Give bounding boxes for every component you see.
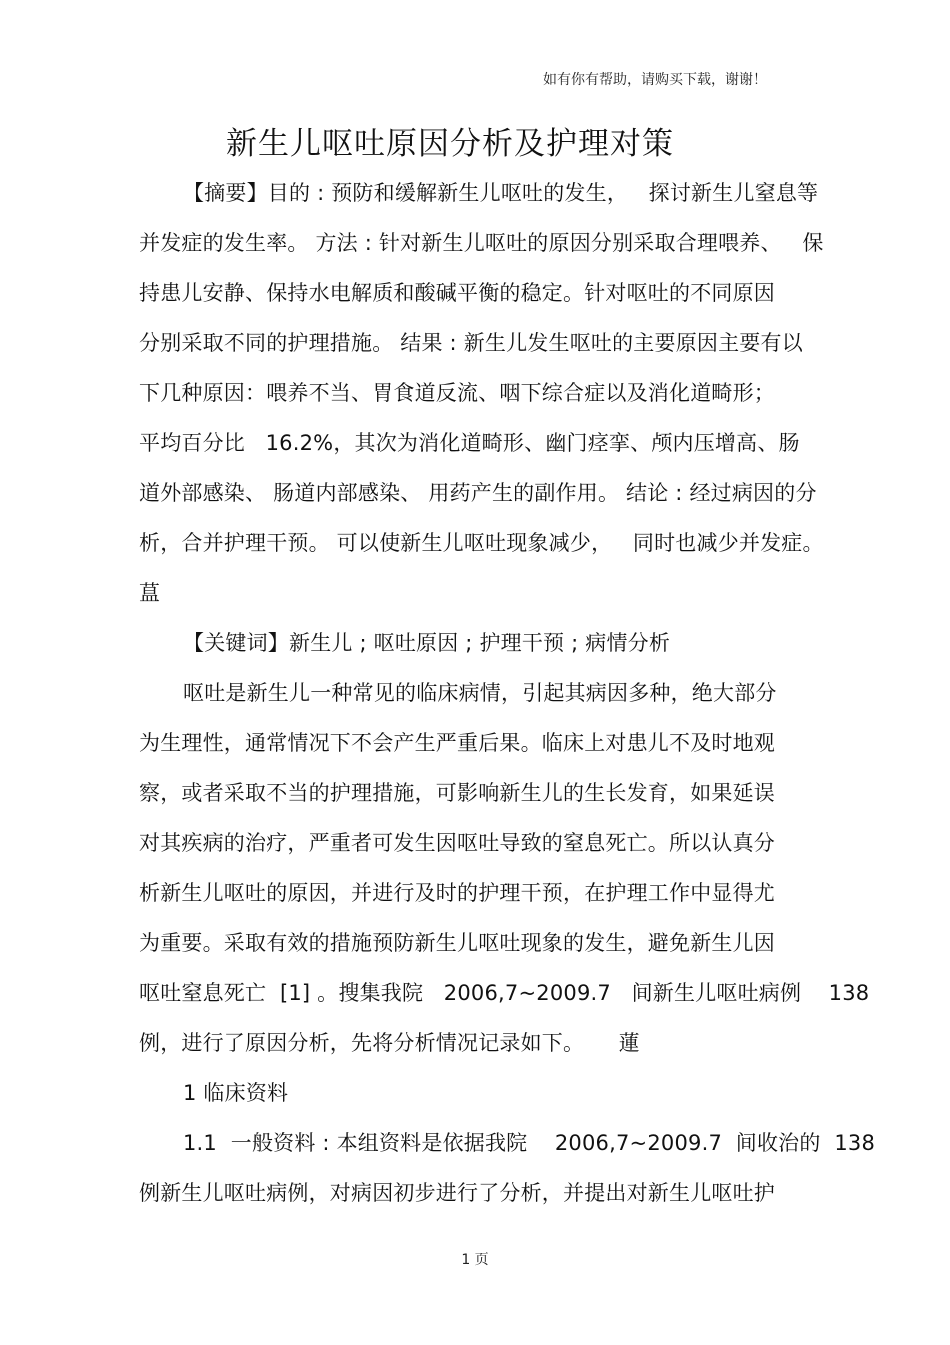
page-number: 1 页 xyxy=(461,1252,489,1268)
body-line-8: 例，进行了原因分析，先将分析情况记录如下。 蓮 xyxy=(139,1031,640,1055)
header-note: 如有你有帮助，请购买下载，谢谢！ xyxy=(543,72,767,88)
keywords-line: 【关键词】新生儿 ; 呕吐原因 ; 护理干预 ; 病情分析 xyxy=(183,631,671,655)
body-line-1: 呕吐是新生儿一种常见的临床病情，引起其病因多种，绝大部分 xyxy=(183,681,777,705)
subsection-line-1: 1.1 一般资料 : 本组资料是依据我院 2006,7~2009.7 间收治的 138 xyxy=(183,1131,876,1155)
abstract-line-5: 下几种原因：喂养不当、胃食道反流、咽下综合症以及消化道畸形； xyxy=(139,381,775,405)
subsection-line-2: 例新生儿呕吐病例，对病因初步进行了分析，并提出对新生儿呕吐护 xyxy=(139,1181,775,1205)
abstract-line-2: 并发症的发生率。 方法 : 针对新生儿呕吐的原因分别采取合理喂养、 保 xyxy=(139,231,824,255)
abstract-line-4: 分别采取不同的护理措施。 结果 : 新生儿发生呕吐的主要原因主要有以 xyxy=(139,331,803,355)
abstract-line-6: 平均百分比 16.2%，其次为消化道畸形、幽门痉挛、颅内压增高、肠 xyxy=(139,431,800,455)
body-line-5: 析新生儿呕吐的原因，并进行及时的护理干预，在护理工作中显得尤 xyxy=(139,881,775,905)
document-title: 新生儿呕吐原因分析及护理对策 xyxy=(226,126,674,162)
abstract-line-1: 【摘要】目的 : 预防和缓解新生儿呕吐的发生， 探讨新生儿窒息等 xyxy=(183,181,819,205)
body-line-3: 察，或者采取不当的护理措施，可影响新生儿的生长发育，如果延误 xyxy=(139,781,775,805)
body-line-4: 对其疾病的治疗，严重者可发生因呕吐导致的窒息死亡。所以认真分 xyxy=(139,831,775,855)
section-heading-1: 1 临床资料 xyxy=(183,1081,289,1105)
body-line-6: 为重要。采取有效的措施预防新生儿呕吐现象的发生，避免新生儿因 xyxy=(139,931,775,955)
body-line-2: 为生理性，通常情况下不会产生严重后果。临床上对患儿不及时地观 xyxy=(139,731,775,755)
abstract-line-7: 道外部感染、 肠道内部感染、 用药产生的副作用。 结论 : 经过病因的分 xyxy=(139,481,817,505)
abstract-line-8: 析，合并护理干预。 可以使新生儿呕吐现象减少， 同时也减少并发症。 xyxy=(139,531,824,555)
abstract-line-3: 持患儿安静、保持水电解质和酸碱平衡的稳定。针对呕吐的不同原因 xyxy=(139,281,775,305)
body-line-7: 呕吐窒息死亡 [1] 。搜集我院 2006,7~2009.7 间新生儿呕吐病例 138 xyxy=(139,981,870,1005)
stray-glyph-1: 蒀 xyxy=(139,581,160,605)
